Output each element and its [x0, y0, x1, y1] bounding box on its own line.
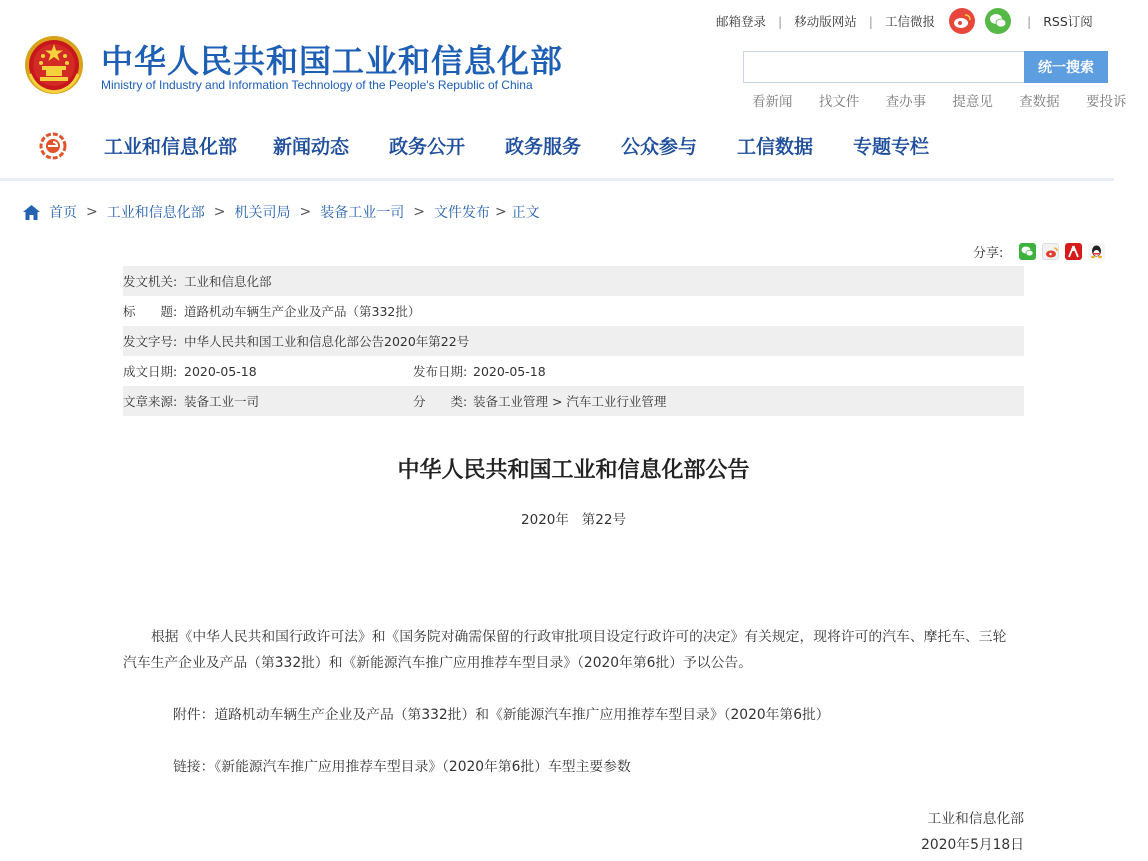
- signer: 工业和信息化部: [927, 811, 1024, 827]
- header-divider: [0, 178, 1114, 181]
- quick-link-files[interactable]: 找文件: [818, 94, 860, 110]
- quick-link-complaint[interactable]: 要投诉: [1085, 94, 1127, 110]
- site-title[interactable]: 中华人民共和国工业和信息化部: [101, 42, 564, 80]
- site-header: [0, 0, 1127, 180]
- breadcrumb-equipment-dept[interactable]: 装备工业一司: [320, 205, 405, 221]
- search-button[interactable]: 统一搜索: [1024, 51, 1108, 83]
- quick-link-data[interactable]: 查数据: [1019, 94, 1060, 110]
- site-subtitle: Ministry of Industry and Information Technology of the People's Republic of China: [101, 78, 533, 92]
- emblem-icon[interactable]: [24, 34, 84, 96]
- nav-item-services[interactable]: 政务服务: [505, 136, 582, 158]
- breadcrumb: [23, 202, 540, 222]
- attachment-link[interactable]: 附件：道路机动车辆生产企业及产品（第332批）和《新能源汽车推广应用推荐车型目录》（2020年第6批）: [173, 707, 830, 723]
- article-title: 中华人民共和国工业和信息化部公告: [397, 458, 750, 483]
- main-nav: [0, 126, 1114, 166]
- document-meta-table: [123, 266, 1024, 416]
- meta-written-value: 2020-05-18: [184, 363, 257, 379]
- qq-share-icon[interactable]: [1088, 243, 1105, 260]
- wechat-icon[interactable]: [985, 8, 1011, 34]
- quick-link-feedback[interactable]: 提意见: [952, 94, 993, 110]
- quick-link-services[interactable]: 查办事: [885, 94, 927, 110]
- meta-category-label: 分 类:: [413, 394, 468, 409]
- quick-link-news[interactable]: 看新闻: [752, 94, 793, 110]
- meta-title-value: 道路机动车辆生产企业及产品（第332批）: [184, 304, 421, 319]
- separator: |: [868, 13, 873, 29]
- meta-category-value: 装备工业管理 > 汽车工业行业管理: [473, 394, 667, 409]
- renren-share-icon[interactable]: [1065, 243, 1082, 260]
- weibo-icon[interactable]: [949, 8, 975, 34]
- meta-published-label: 发布日期:: [413, 364, 468, 379]
- share-bar: [973, 242, 1111, 260]
- toplink-mail[interactable]: 邮箱登录: [716, 14, 767, 29]
- separator: |: [1026, 13, 1032, 29]
- toplink-weibao[interactable]: 工信微报: [884, 14, 935, 29]
- breadcrumb-ministry[interactable]: 工业和信息化部: [106, 205, 205, 221]
- toplink-rss[interactable]: RSS订阅: [1043, 14, 1093, 29]
- toplink-mobile[interactable]: 移动版网站: [794, 14, 857, 29]
- nav-item-ministry[interactable]: 工业和信息化部: [104, 136, 238, 158]
- meta-row-title: [123, 296, 1024, 326]
- breadcrumb-file-release[interactable]: 文件发布: [433, 205, 490, 221]
- nav-item-topics[interactable]: 专题专栏: [853, 136, 930, 158]
- quick-links: [752, 90, 1148, 110]
- breadcrumb-separator: >: [213, 204, 226, 220]
- breadcrumb-separator: >: [299, 204, 312, 220]
- meta-row-source: [123, 386, 1024, 416]
- home-icon[interactable]: [23, 205, 40, 220]
- breadcrumb-separator: >: [413, 204, 425, 220]
- meta-issuer-label: 发文机关:: [123, 274, 178, 289]
- meta-published-value: 2020-05-18: [473, 363, 546, 379]
- meta-source-value: 装备工业一司: [184, 394, 260, 409]
- article-paragraph-line-2: 汽车生产企业及产品（第332批）和《新能源汽车推广应用推荐车型目录》（2020年第6批）予以公告。: [123, 655, 752, 671]
- breadcrumb-departments[interactable]: 机关司局: [234, 205, 291, 221]
- breadcrumb-home[interactable]: 首页: [49, 205, 77, 221]
- meta-row-dates: [123, 356, 1024, 386]
- nav-item-data[interactable]: 工信数据: [737, 136, 814, 158]
- meta-title-label: 标 题:: [123, 304, 178, 319]
- meta-row-doc-no: [123, 326, 1024, 356]
- top-links: [716, 8, 1093, 34]
- breadcrumb-separator: >: [494, 204, 507, 220]
- meta-issuer-value: 工业和信息化部: [184, 274, 272, 289]
- breadcrumb-separator: >: [86, 204, 98, 220]
- meta-doc-no-value: 中华人民共和国工业和信息化部公告2020年第22号: [184, 334, 470, 349]
- nav-item-gov-affairs[interactable]: 政务公开: [389, 136, 466, 158]
- meta-source-label: 文章来源:: [123, 394, 178, 409]
- sign-date: 2020年5月18日: [921, 837, 1024, 853]
- weibo-share-icon[interactable]: [1042, 243, 1059, 260]
- wechat-share-icon[interactable]: [1019, 243, 1036, 260]
- breadcrumb-current: 正文: [511, 205, 540, 221]
- meta-doc-no-label: 发文字号:: [123, 334, 178, 349]
- article-paragraph-line-1: 根据《中华人民共和国行政许可法》和《国务院对确需保留的行政审批项目设定行政许可的决定》有关规定，现将许可的汽车、摩托车、三轮: [151, 629, 1007, 645]
- article-number: 2020年 第22号: [521, 512, 626, 528]
- nav-logo-icon[interactable]: [38, 131, 68, 161]
- share-label: 分享:: [973, 245, 1004, 261]
- meta-written-label: 成文日期:: [123, 364, 178, 379]
- search-input[interactable]: [743, 51, 1025, 83]
- nav-item-news[interactable]: 新闻动态: [273, 136, 350, 158]
- params-link[interactable]: 链接：《新能源汽车推广应用推荐车型目录》（2020年第6批）车型主要参数: [173, 759, 631, 775]
- meta-row-issuer: [123, 266, 1024, 296]
- nav-item-participation[interactable]: 公众参与: [621, 136, 698, 158]
- separator: |: [778, 13, 783, 29]
